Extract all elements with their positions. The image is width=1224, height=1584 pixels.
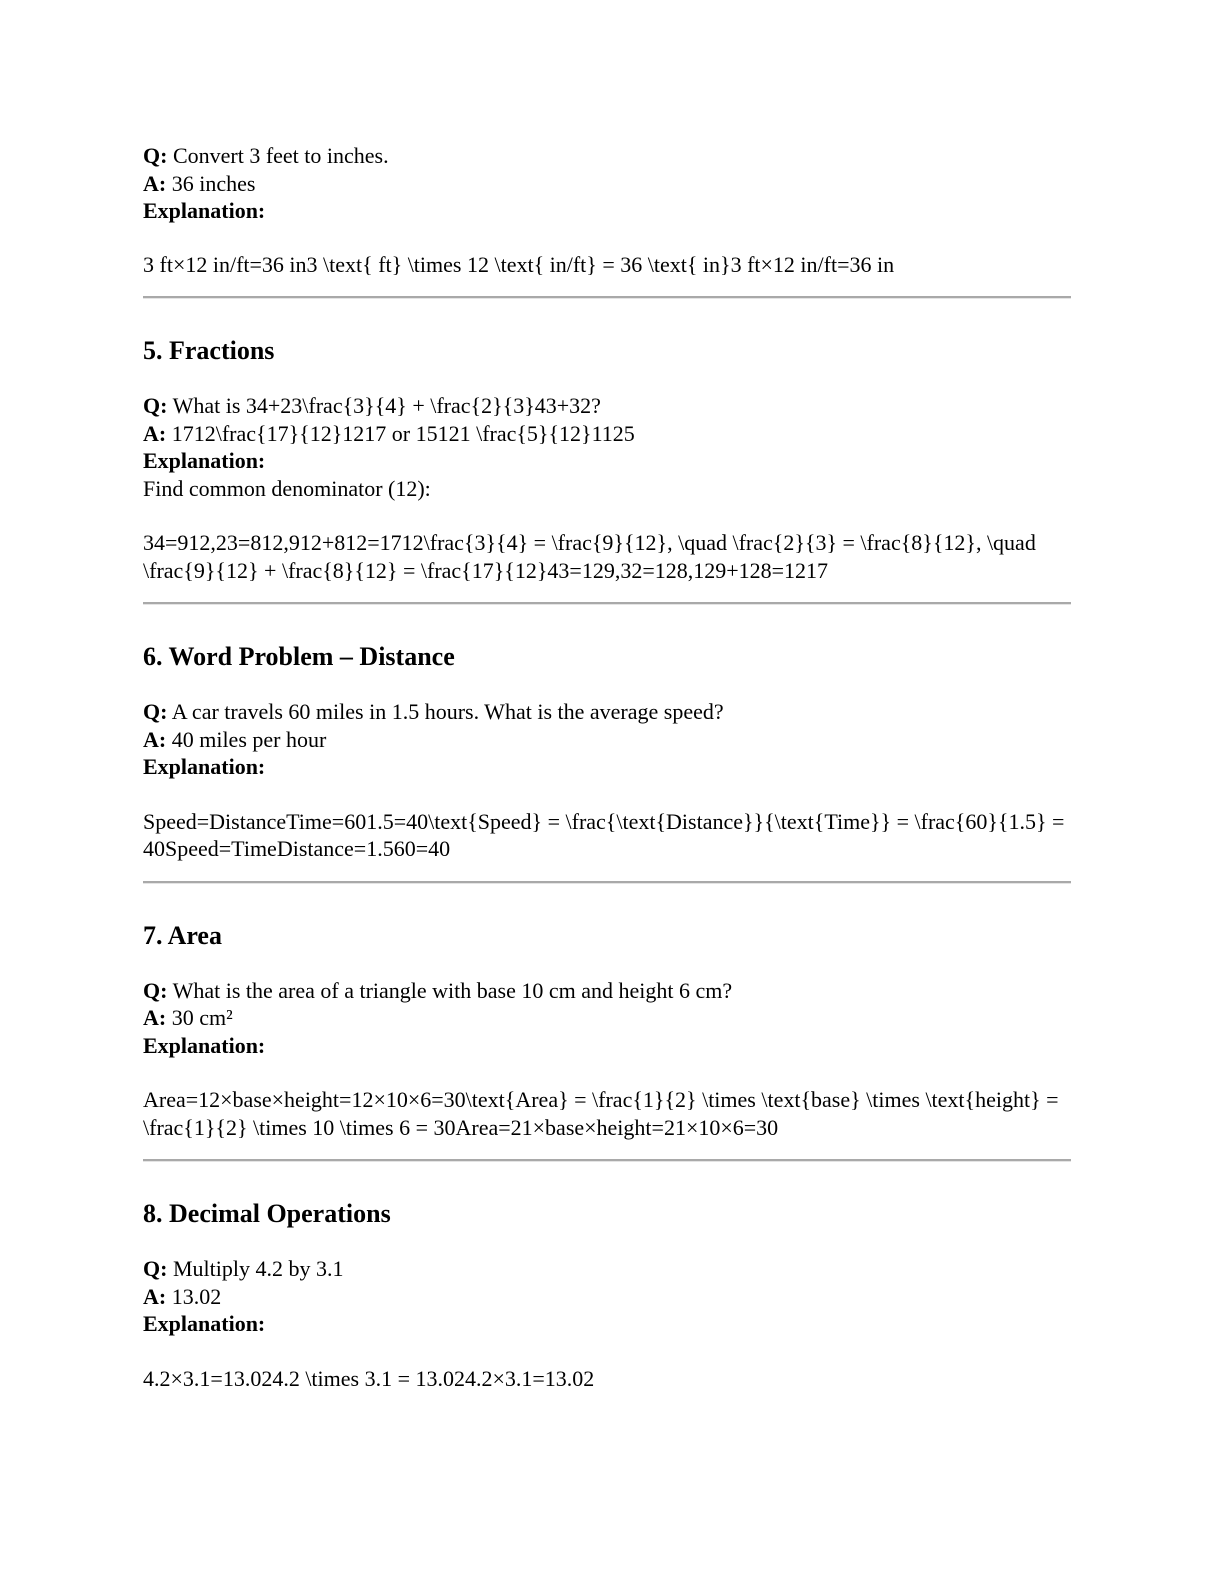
question-label: Q:: [143, 977, 168, 1003]
question-line: [143, 977, 1071, 1005]
explanation-label: Explanation:: [143, 1311, 266, 1336]
answer-text: 13.02: [171, 1283, 222, 1309]
explanation-label: Explanation:: [143, 1032, 266, 1058]
answer-label: A:: [143, 1005, 167, 1030]
answer-line: [143, 1283, 1071, 1311]
answer-text: 36 inches: [171, 170, 256, 196]
section-title: 7. Area: [143, 920, 222, 950]
answer-text: 1712\frac{17}{12}1217 or 15121 \frac{5}{12}1125: [171, 420, 635, 446]
answer-text: 40 miles per hour: [171, 726, 327, 752]
answer-line: [143, 420, 1071, 448]
question-text: What is the area of a triangle with base 10 cm and height 6 cm?: [172, 977, 733, 1003]
question-line: [143, 392, 1071, 420]
answer-line: [143, 1004, 1071, 1032]
section-divider: [143, 296, 1071, 299]
explanation-label: Explanation:: [143, 448, 266, 473]
answer-label: A:: [143, 726, 167, 752]
question-text: A car travels 60 miles in 1.5 hours. What is the average speed?: [171, 699, 724, 724]
section-fractions: [143, 336, 1071, 605]
document-page: [143, 142, 1071, 1392]
answer-label: A:: [143, 1283, 167, 1309]
answer-label: A:: [143, 420, 167, 446]
explanation-math: 3 ft×12 in/ft=36 in3 \text{ ft} \times 12 \text{ in/ft} = 36 \text{ in}3 ft×12 in/ft=36 in: [143, 251, 895, 277]
section-divider: [143, 881, 1071, 884]
question-line: [143, 698, 1071, 726]
section-conversion: [143, 142, 1071, 299]
question-line: [143, 1255, 1071, 1283]
answer-line: [143, 170, 1071, 198]
question-text: What is 34+23\frac{3}{4} + \frac{2}{3}43+32?: [172, 393, 601, 418]
question-line: [143, 142, 1071, 170]
question-text: Multiply 4.2 by 3.1: [172, 1256, 344, 1281]
answer-line: [143, 726, 1071, 754]
question-text: Convert 3 feet to inches.: [172, 143, 389, 168]
explanation-label: Explanation:: [143, 198, 266, 223]
explanation-math: 34=912,23=812,912+812=1712\frac{3}{4} = \frac{9}{12}, \quad \frac{2}{3} = \frac{8}{12}, \quad \frac{9}{12} + \frac{8}{12} = \frac{17}{12}43=129,32=128,129+128=1217: [143, 530, 1036, 583]
question-label: Q:: [143, 393, 168, 418]
explanation-label: Explanation:: [143, 754, 266, 779]
answer-label: A:: [143, 170, 167, 196]
section-title: 6. Word Problem – Distance: [143, 642, 455, 671]
explanation-math: 4.2×3.1=13.024.2 \times 3.1 = 13.024.2×3.1=13.02: [143, 1365, 595, 1391]
question-label: Q:: [143, 1256, 168, 1281]
section-divider: [143, 1159, 1071, 1162]
section-word-problem-distance: [143, 642, 1071, 884]
section-title: 8. Decimal Operations: [143, 1199, 391, 1228]
question-label: Q:: [143, 699, 168, 724]
section-decimal-operations: [143, 1199, 1071, 1392]
question-label: Q:: [143, 143, 168, 168]
section-area: [143, 921, 1071, 1163]
explanation-text: Find common denominator (12):: [143, 475, 431, 501]
explanation-math: Speed=DistanceTime=601.5=40\text{Speed} = \frac{\text{Distance}}{\text{Time}} = \frac{60}{1.5} = 40Speed=TimeDistance=1.560=40: [143, 808, 1065, 861]
section-divider: [143, 602, 1071, 605]
section-title: 5. Fractions: [143, 336, 275, 365]
explanation-math: Area=12×base×height=12×10×6=30\text{Area} = \frac{1}{2} \times \text{base} \times \text{height} = \frac{1}{2} \times 10 \times 6 = 30Area=21×base×height=21×10×6=30: [143, 1087, 1059, 1140]
answer-text: 30 cm²: [171, 1005, 233, 1030]
